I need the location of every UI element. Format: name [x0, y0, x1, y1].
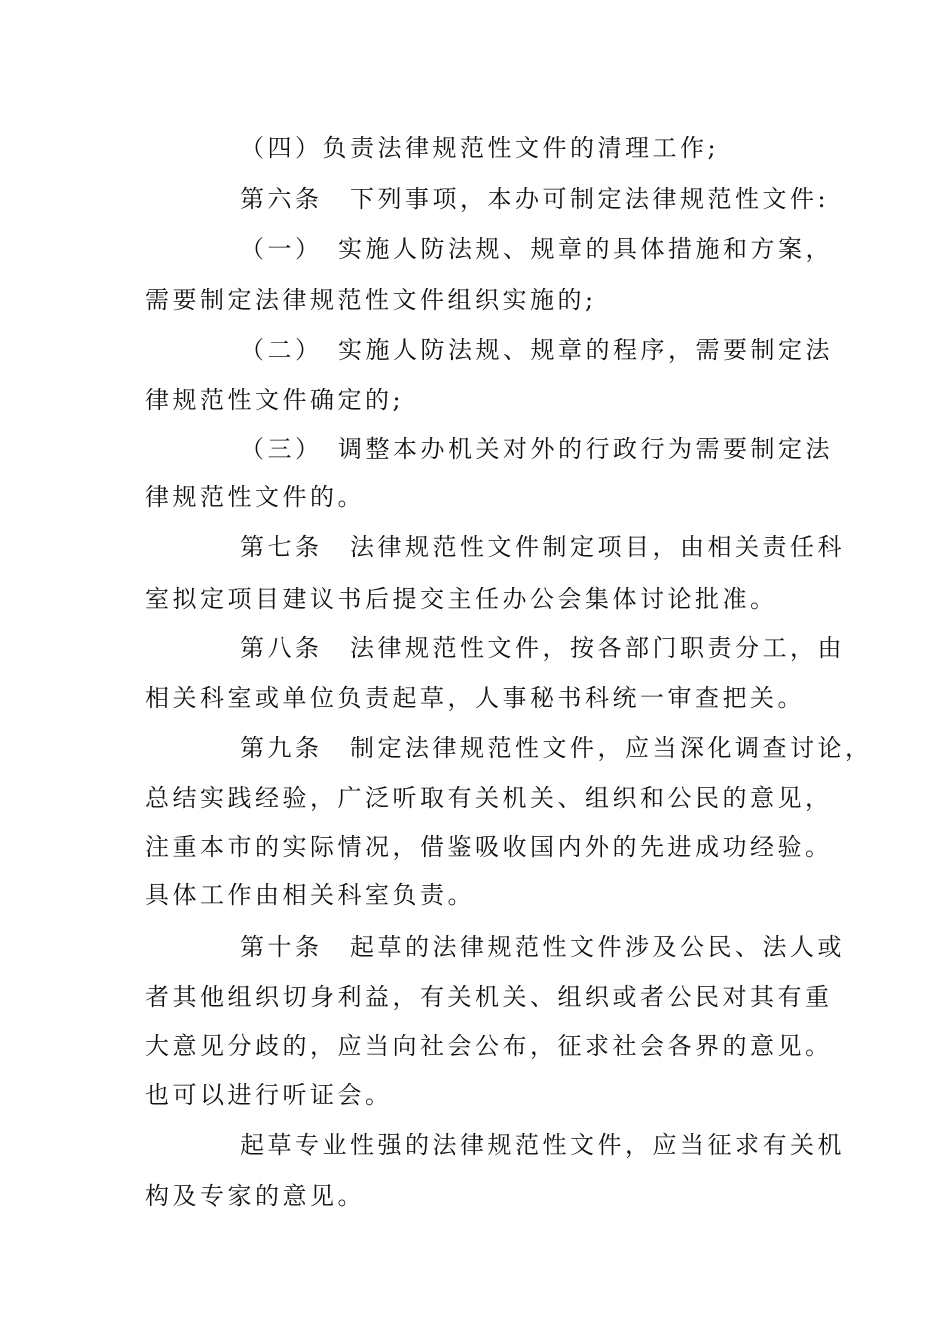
text-line: （四）负责法律规范性文件的清理工作;	[240, 134, 720, 162]
text-line: 律规范性文件的。	[145, 483, 365, 511]
text-line: 注重本市的实际情况，借鉴吸收国内外的先进成功经验。	[145, 833, 833, 861]
text-line: （二） 实施人防法规、规章的程序，需要制定法	[240, 336, 833, 364]
text-line: 第八条 法律规范性文件，按各部门职责分工，由	[240, 634, 845, 662]
text-line: 第十条 起草的法律规范性文件涉及公民、法人或	[240, 933, 845, 961]
text-line: 第九条 制定法律规范性文件，应当深化调查讨论，	[240, 734, 873, 762]
text-line: 相关科室或单位负责起草，人事秘书科统一审查把关。	[145, 684, 805, 712]
text-line: 第七条 法律规范性文件制定项目，由相关责任科	[240, 533, 845, 561]
text-line: （三） 调整本办机关对外的行政行为需要制定法	[240, 435, 833, 463]
text-line: （一） 实施人防法规、规章的具体措施和方案，	[240, 235, 833, 263]
text-line: 室拟定项目建议书后提交主任办公会集体讨论批准。	[145, 585, 778, 613]
text-line: 大意见分歧的，应当向社会公布，征求社会各界的意见。	[145, 1032, 833, 1060]
text-line: 者其他组织切身利益，有关机关、组织或者公民对其有重	[145, 983, 833, 1011]
text-line: 也可以进行听证会。	[145, 1081, 393, 1109]
text-line: 具体工作由相关科室负责。	[145, 881, 475, 909]
text-line: 起草专业性强的法律规范性文件，应当征求有关机	[240, 1131, 845, 1159]
text-line: 构及专家的意见。	[145, 1182, 365, 1210]
text-line: 需要制定法律规范性文件组织实施的;	[145, 286, 597, 314]
text-line: 第六条 下列事项，本办可制定法律规范性文件:	[240, 185, 830, 213]
text-line: 律规范性文件确定的;	[145, 386, 405, 414]
text-line: 总结实践经验，广泛听取有关机关、组织和公民的意见，	[145, 784, 833, 812]
